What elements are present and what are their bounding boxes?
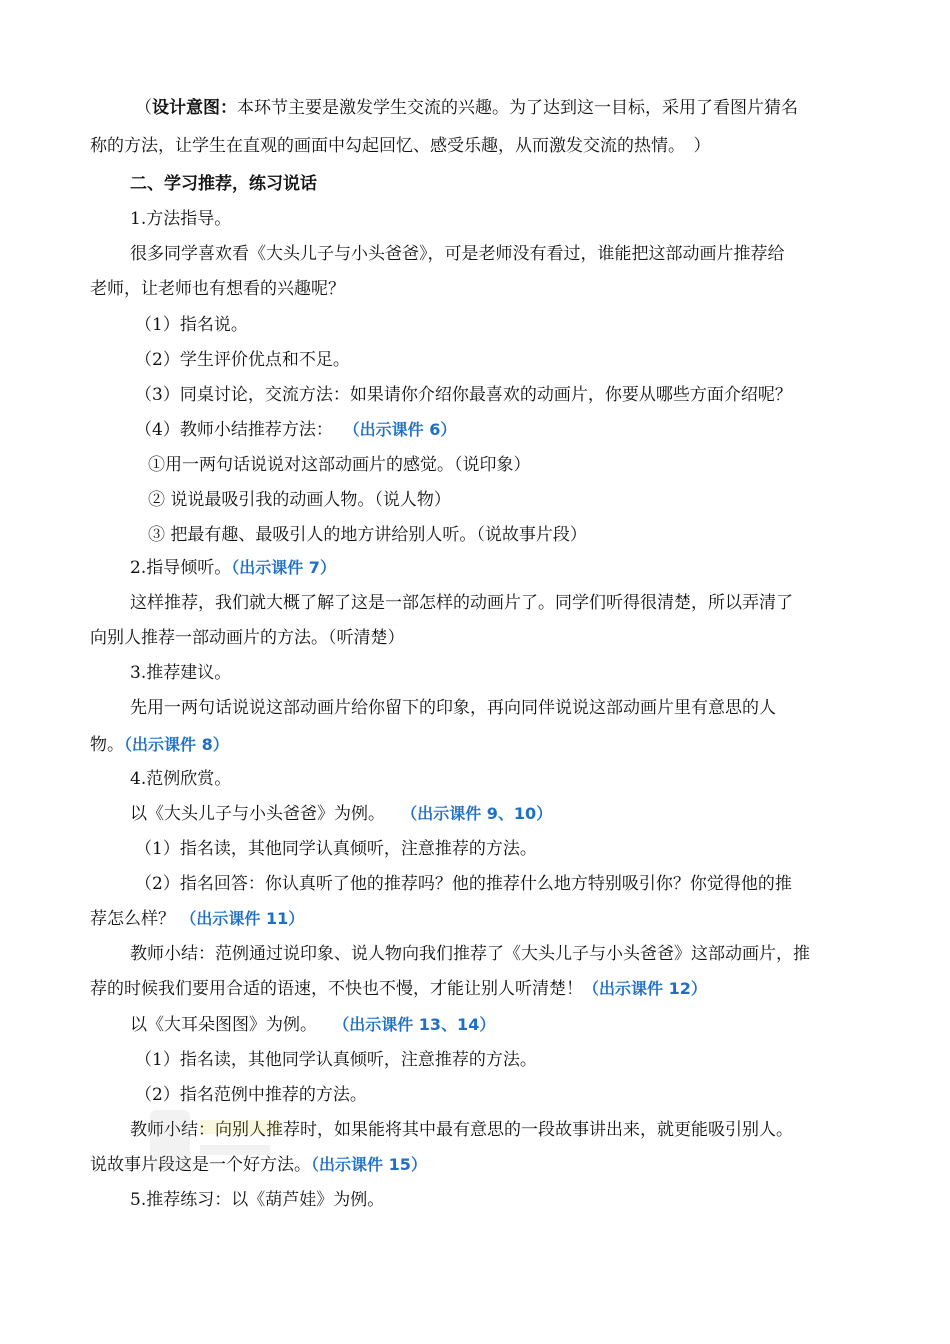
sub-item: ② 说说最吸引我的动画人物。（说人物）: [148, 490, 451, 510]
list-item: （1）指名读，其他同学认真倾听，注意推荐的方法。: [135, 1050, 537, 1070]
paragraph-line: 这样推荐，我们就大概了解了这是一部怎样的动画片了。同学们听得很清楚，所以弄清了: [130, 593, 793, 613]
s5-title: 5.推荐练习：以《葫芦娃》为例。: [130, 1190, 385, 1210]
design-intent-line-2: 称的方法，让学生在直观的画面中勾起回忆、感受乐趣，从而激发交流的热情。 ）: [90, 136, 711, 156]
example-line: 以《大头儿子与小头爸爸》为例。 （出示课件 9、10）: [130, 804, 553, 824]
courseware-ref: （出示课件 9、10）: [401, 804, 553, 823]
list-item: （2）学生评价优点和不足。: [135, 350, 350, 370]
design-intent-line-1: （设计意图：本环节主要是激发学生交流的兴趣。为了达到这一目标，采用了看图片猜名: [135, 98, 798, 118]
courseware-ref: （出示课件 6）: [343, 420, 457, 439]
sub-item: ③ 把最有趣、最吸引人的地方讲给别人听。（说故事片段）: [148, 525, 587, 545]
s2-title: 2.指导倾听。（出示课件 7）: [130, 558, 336, 578]
list-item: （2）指名范例中推荐的方法。: [135, 1085, 367, 1105]
design-intent-label: 设计意图：: [152, 98, 237, 118]
paragraph-line: 教师小结：向别人推荐时，如果能将其中最有意思的一段故事讲出来，就更能吸引别人。: [130, 1120, 793, 1140]
courseware-ref: （出示课件 13、14）: [333, 1015, 496, 1034]
paragraph-line: 很多同学喜欢看《大头儿子与小头爸爸》，可是老师没有看过，谁能把这部动画片推荐给: [130, 244, 785, 264]
example-line: 以《大耳朵图图》为例。 （出示课件 13、14）: [130, 1015, 496, 1035]
paragraph-line: 荐的时候我们要用合适的语速，不快也不慢，才能让别人听清楚！（出示课件 12）: [90, 979, 707, 999]
courseware-ref: （出示课件 8）: [124, 735, 229, 754]
paragraph-line: 老师，让老师也有想看的兴趣呢？: [90, 279, 345, 299]
courseware-ref: （出示课件 11）: [180, 909, 305, 928]
list-item: （1）指名读，其他同学认真倾听，注意推荐的方法。: [135, 839, 537, 859]
list-item: 荐怎么样？ （出示课件 11）: [90, 909, 305, 929]
list-item: （3）同桌讨论，交流方法：如果请你介绍你最喜欢的动画片，你要从哪些方面介绍呢？: [135, 385, 792, 405]
s1-title: 1.方法指导。: [130, 209, 232, 229]
courseware-ref: （出示课件 15）: [311, 1155, 427, 1174]
list-item: （2）指名回答：你认真听了他的推荐吗？他的推荐什么地方特别吸引你？你觉得他的推: [135, 874, 792, 894]
paragraph-line: 向别人推荐一部动画片的方法。（听清楚）: [90, 628, 405, 648]
paragraph-line: 物。（出示课件 8）: [90, 735, 229, 755]
watermark-logo-icon: [140, 1100, 290, 1190]
s3-title: 3.推荐建议。: [130, 663, 232, 683]
paragraph-line: 先用一两句话说说这部动画片给你留下的印象，再向同伴说说这部动画片里有意思的人: [130, 698, 776, 718]
list-item: （1）指名说。: [135, 315, 248, 335]
section-heading: 二、学习推荐，练习说话: [130, 174, 317, 194]
s4-title: 4.范例欣赏。: [130, 769, 232, 789]
paragraph-line: 说故事片段这是一个好方法。（出示课件 15）: [90, 1155, 427, 1175]
paragraph-line: 教师小结：范例通过说印象、说人物向我们推荐了《大头儿子与小头爸爸》这部动画片，推: [130, 944, 810, 964]
sub-item: ①用一两句话说说对这部动画片的感觉。（说印象）: [148, 455, 531, 475]
courseware-ref: （出示课件 12）: [583, 979, 707, 998]
courseware-ref: （出示课件 7）: [231, 558, 336, 577]
list-item: （4）教师小结推荐方法： （出示课件 6）: [135, 420, 457, 440]
